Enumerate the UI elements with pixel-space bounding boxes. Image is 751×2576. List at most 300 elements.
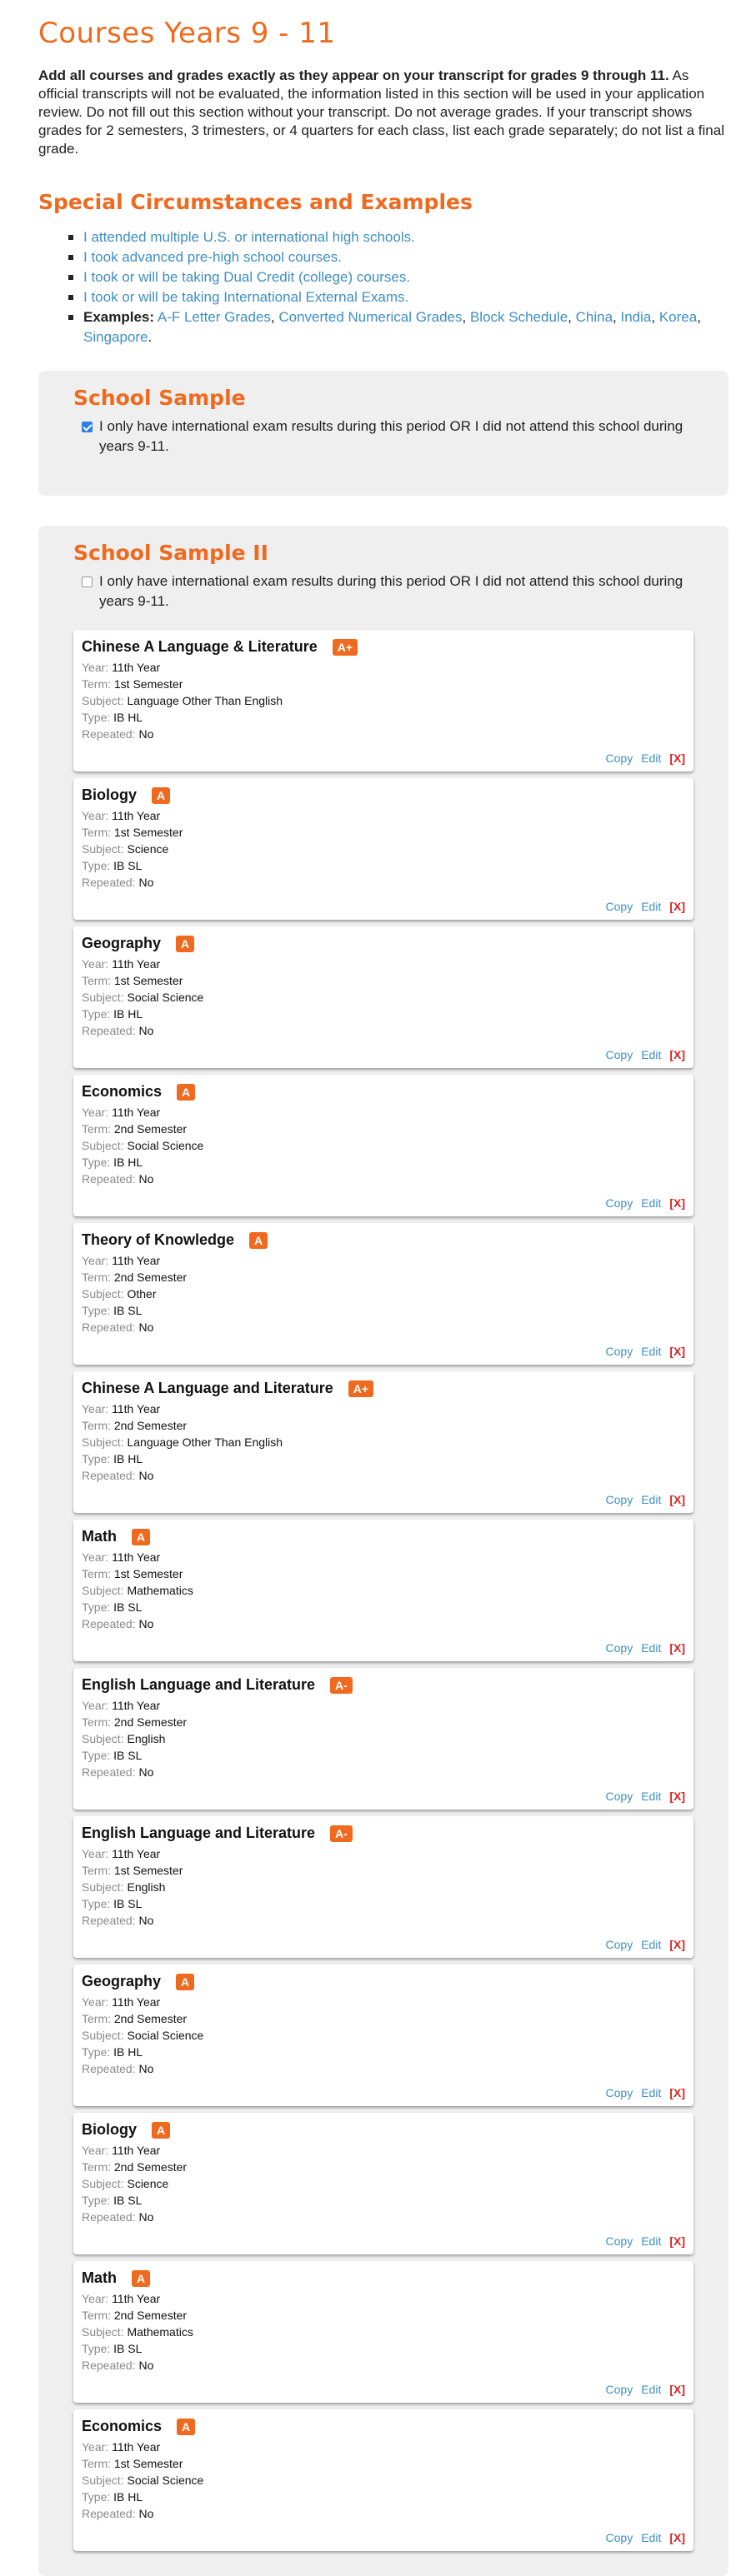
course-header	[82, 1825, 685, 1842]
term-label: Term:	[82, 1419, 111, 1432]
example-link[interactable]: Block Schedule	[469, 309, 568, 325]
subject-value: Social Science	[127, 1139, 204, 1152]
course-repeated	[82, 1171, 685, 1187]
type-value: IB SL	[113, 2194, 143, 2207]
course-subject	[82, 1286, 685, 1302]
course-repeated	[82, 2505, 685, 2522]
grade-badge: A	[132, 1529, 150, 1545]
repeated-value: No	[138, 1172, 154, 1186]
repeated-label: Repeated:	[82, 876, 136, 889]
special-list	[38, 227, 728, 347]
course-year	[82, 2439, 685, 2455]
course-term	[82, 1862, 685, 1879]
copy-button[interactable]: Copy	[605, 1196, 633, 1210]
course-type	[82, 2489, 685, 2505]
year-value: 11th Year	[112, 661, 161, 674]
subject-value: English	[127, 1880, 166, 1894]
subject-value: Social Science	[127, 991, 204, 1004]
edit-button[interactable]: Edit	[641, 1196, 662, 1210]
term-label: Term:	[82, 677, 111, 691]
course-subject	[82, 2324, 685, 2340]
year-value: 11th Year	[112, 2292, 161, 2305]
course-term	[82, 972, 685, 989]
repeated-value: No	[138, 1765, 154, 1779]
list-item	[83, 227, 728, 247]
subject-value: Language Other Than English	[127, 1435, 283, 1449]
course-name: Math	[82, 1528, 117, 1545]
course-year	[82, 2290, 685, 2307]
delete-button[interactable]: [X]	[669, 1196, 685, 1210]
year-value: 11th Year	[112, 1847, 161, 1860]
course-actions	[598, 1790, 685, 1803]
course-year	[82, 956, 685, 972]
edit-button[interactable]: Edit	[641, 1641, 662, 1655]
course-repeated	[82, 726, 685, 742]
course-header	[82, 1231, 685, 1249]
course-type	[82, 1895, 685, 1912]
subject-value: Language Other Than English	[127, 694, 283, 707]
course-subject	[82, 1730, 685, 1747]
term-label: Term:	[82, 974, 111, 987]
edit-button[interactable]: Edit	[641, 900, 662, 913]
course-type	[82, 1599, 685, 1615]
course-name: Chinese A Language & Literature	[82, 638, 318, 655]
year-value: 11th Year	[112, 1995, 161, 2009]
course-subject	[82, 841, 685, 857]
repeated-label: Repeated:	[82, 2062, 136, 2075]
course-card	[73, 926, 693, 1068]
course-term	[82, 2010, 685, 2027]
type-label: Type:	[82, 2490, 111, 2504]
term-value: 1st Semester	[113, 1567, 183, 1580]
copy-button[interactable]: Copy	[605, 2234, 633, 2248]
course-name: Biology	[82, 2121, 137, 2138]
subject-value: Mathematics	[127, 1584, 193, 1597]
course-actions	[598, 2234, 685, 2248]
type-value: IB HL	[113, 2045, 143, 2059]
copy-button[interactable]: Copy	[605, 2383, 633, 2396]
term-value: 1st Semester	[113, 826, 183, 839]
type-value: IB SL	[113, 1600, 143, 1614]
delete-button[interactable]: [X]	[669, 2086, 685, 2099]
year-label: Year:	[82, 1699, 109, 1712]
no-courses-label: I only have international exam results during this period OR I did not attend this school during years 9-11.	[99, 418, 683, 454]
copy-button[interactable]: Copy	[605, 1345, 633, 1358]
copy-button[interactable]: Copy	[605, 1790, 633, 1803]
subject-label: Subject:	[82, 842, 124, 856]
special-link[interactable]: I took or will be taking International External Exams.	[83, 289, 409, 305]
special-title: Special Circumstances and Examples	[38, 190, 473, 214]
course-header	[82, 1528, 685, 1545]
subject-label: Subject:	[82, 1435, 124, 1449]
example-link[interactable]: Singapore	[83, 329, 148, 345]
year-label: Year:	[82, 1847, 109, 1860]
list-item	[83, 287, 728, 307]
subject-label: Subject:	[82, 1732, 124, 1745]
term-value: 2nd Semester	[113, 2012, 188, 2025]
year-value: 11th Year	[112, 1402, 161, 1415]
repeated-value: No	[138, 1914, 154, 1927]
subject-value: Science	[127, 842, 169, 856]
delete-button[interactable]: [X]	[669, 2531, 685, 2544]
course-subject	[82, 2175, 685, 2192]
course-card	[73, 2113, 693, 2254]
course-subject	[82, 1582, 685, 1599]
type-label: Type:	[82, 1452, 111, 1465]
course-name: Geography	[82, 935, 162, 951]
course-year	[82, 1104, 685, 1121]
repeated-label: Repeated:	[82, 2359, 136, 2372]
example-link[interactable]: India	[620, 309, 652, 325]
subject-label: Subject:	[82, 1880, 124, 1894]
subject-label: Subject:	[82, 1287, 124, 1300]
repeated-label: Repeated:	[82, 1172, 136, 1186]
term-label: Term:	[82, 826, 111, 839]
grade-badge: A	[177, 2419, 195, 2435]
term-value: 2nd Semester	[113, 1715, 188, 1729]
type-value: IB SL	[113, 1749, 143, 1762]
subject-label: Subject:	[82, 2474, 124, 2487]
course-name: Theory of Knowledge	[82, 1231, 235, 1248]
course-actions	[598, 2531, 685, 2544]
edit-button[interactable]: Edit	[641, 1938, 662, 1951]
term-label: Term:	[82, 2160, 111, 2174]
repeated-value: No	[138, 2210, 154, 2224]
term-value: 2nd Semester	[113, 1271, 188, 1284]
year-value: 11th Year	[112, 1699, 161, 1712]
no-courses-option[interactable]	[82, 417, 693, 457]
term-value: 2nd Semester	[113, 1419, 188, 1432]
type-label: Type:	[82, 1897, 111, 1910]
course-actions	[598, 751, 685, 765]
term-label: Term:	[82, 1715, 111, 1729]
type-value: IB HL	[113, 1452, 143, 1465]
subject-value: Social Science	[127, 2474, 204, 2487]
course-card	[73, 1371, 693, 1513]
copy-button[interactable]: Copy	[605, 1493, 633, 1506]
repeated-value: No	[138, 1024, 154, 1037]
delete-button[interactable]: [X]	[669, 2383, 685, 2396]
special-link[interactable]: I attended multiple U.S. or international high schools.	[83, 229, 415, 245]
course-type	[82, 1302, 685, 1319]
course-name: Math	[82, 2269, 117, 2286]
course-type	[82, 1747, 685, 1764]
example-link[interactable]: Korea	[658, 309, 698, 325]
type-value: IB HL	[113, 2490, 143, 2504]
edit-button[interactable]: Edit	[641, 1048, 662, 1061]
course-name: Economics	[82, 1083, 163, 1100]
course-name: English Language and Literature	[82, 1825, 316, 1841]
course-type	[82, 1006, 685, 1022]
year-label: Year:	[82, 1106, 109, 1119]
course-header	[82, 638, 685, 656]
type-value: IB SL	[113, 2342, 143, 2355]
example-link[interactable]: Converted Numerical Grades	[278, 309, 463, 325]
course-subject	[82, 692, 685, 709]
course-type	[82, 857, 685, 874]
course-card	[73, 630, 693, 771]
course-term	[82, 1121, 685, 1137]
course-subject	[82, 989, 685, 1006]
course-repeated	[82, 1319, 685, 1335]
course-card	[73, 1816, 693, 1958]
type-value: IB SL	[113, 1897, 143, 1910]
course-card	[73, 778, 693, 920]
course-header	[82, 2121, 685, 2139]
course-year	[82, 1845, 685, 1862]
intro-rest: As official transcripts will not be evaluated, the information listed in this section will be used in your application review. Do not fill out this section without your transcript. Do not average grades. If your transcript shows grades for 2 semesters, 3 trimesters, or 4 quarters for each class, list each grade separately; do not list a final grade.	[38, 67, 724, 157]
delete-button[interactable]: [X]	[669, 1790, 685, 1803]
course-card	[73, 2409, 693, 2551]
subject-value: Other	[127, 1287, 157, 1300]
page-title: Courses Years 9 - 11	[38, 17, 336, 50]
examples-label: Examples:	[83, 309, 155, 325]
course-term	[82, 2159, 685, 2175]
course-card	[73, 1668, 693, 1810]
edit-button[interactable]: Edit	[641, 2234, 662, 2248]
edit-button[interactable]: Edit	[641, 1345, 662, 1358]
course-subject	[82, 1879, 685, 1895]
type-value: IB SL	[113, 859, 143, 872]
term-label: Term:	[82, 1567, 111, 1580]
course-header	[82, 2418, 685, 2435]
course-list	[73, 630, 693, 2551]
school-box	[38, 526, 728, 2576]
delete-button[interactable]: [X]	[669, 751, 685, 765]
repeated-label: Repeated:	[82, 1024, 136, 1037]
course-repeated	[82, 874, 685, 891]
term-label: Term:	[82, 1864, 111, 1877]
type-label: Type:	[82, 1156, 111, 1169]
subject-label: Subject:	[82, 694, 124, 707]
course-type	[82, 2192, 685, 2209]
special-link[interactable]: I took advanced pre-high school courses.	[83, 249, 342, 265]
grade-badge: A	[132, 2270, 150, 2287]
delete-button[interactable]: [X]	[669, 1493, 685, 1506]
grade-badge: A	[249, 1232, 268, 1249]
term-value: 2nd Semester	[113, 2309, 188, 2322]
course-term	[82, 1714, 685, 1730]
course-term	[82, 824, 685, 841]
grade-badge: A	[177, 1084, 195, 1101]
edit-button[interactable]: Edit	[641, 2531, 662, 2544]
copy-button[interactable]: Copy	[605, 751, 633, 765]
example-link[interactable]: A-F Letter Grades	[157, 309, 271, 325]
type-label: Type:	[82, 2342, 111, 2355]
grade-badge: A	[176, 1974, 194, 1990]
repeated-label: Repeated:	[82, 727, 136, 741]
term-value: 1st Semester	[113, 2457, 183, 2470]
no-courses-checkbox[interactable]	[82, 422, 93, 432]
subject-label: Subject:	[82, 1139, 124, 1152]
year-label: Year:	[82, 1254, 109, 1267]
repeated-label: Repeated:	[82, 1914, 136, 1927]
subject-label: Subject:	[82, 2029, 124, 2042]
course-actions	[598, 1196, 685, 1210]
term-label: Term:	[82, 2457, 111, 2470]
subject-label: Subject:	[82, 1584, 124, 1597]
course-type	[82, 2340, 685, 2357]
repeated-value: No	[138, 2359, 154, 2372]
edit-button[interactable]: Edit	[641, 751, 662, 765]
edit-button[interactable]: Edit	[641, 2383, 662, 2396]
course-repeated	[82, 1467, 685, 1484]
repeated-value: No	[138, 1469, 154, 1482]
course-card	[73, 1964, 693, 2106]
course-subject	[82, 1137, 685, 1154]
grade-badge: A-	[330, 1677, 353, 1694]
year-value: 11th Year	[112, 1254, 161, 1267]
course-name: Geography	[82, 1973, 162, 1989]
course-name: Chinese A Language and Literature	[82, 1380, 333, 1396]
year-value: 11th Year	[112, 2440, 161, 2454]
course-year	[82, 2142, 685, 2159]
type-label: Type:	[82, 711, 111, 724]
school-box	[38, 371, 728, 496]
no-courses-checkbox[interactable]	[82, 577, 93, 587]
intro-text	[38, 67, 728, 158]
course-year	[82, 1697, 685, 1714]
course-repeated	[82, 1912, 685, 1929]
repeated-value: No	[138, 2507, 154, 2520]
course-repeated	[82, 2060, 685, 2077]
edit-button[interactable]: Edit	[641, 1493, 662, 1506]
school-title: School Sample II	[73, 541, 268, 565]
course-year	[82, 1549, 685, 1565]
copy-button[interactable]: Copy	[605, 900, 633, 913]
type-value: IB HL	[113, 1156, 143, 1169]
type-label: Type:	[82, 2045, 111, 2059]
list-item	[83, 267, 728, 287]
term-value: 2nd Semester	[113, 2160, 188, 2174]
year-label: Year:	[82, 809, 109, 822]
edit-button[interactable]: Edit	[641, 1790, 662, 1803]
course-actions	[598, 1641, 685, 1655]
term-value: 1st Semester	[113, 974, 183, 987]
term-label: Term:	[82, 2012, 111, 2025]
grade-badge: A-	[330, 1825, 353, 1842]
edit-button[interactable]: Edit	[641, 2086, 662, 2099]
course-repeated	[82, 1764, 685, 1780]
course-card	[73, 1075, 693, 1216]
delete-button[interactable]: [X]	[669, 1938, 685, 1951]
special-link[interactable]: I took or will be taking Dual Credit (college) courses.	[83, 269, 411, 285]
course-actions	[598, 2086, 685, 2099]
course-actions	[598, 1048, 685, 1061]
course-header	[82, 786, 685, 804]
subject-value: Mathematics	[127, 2325, 193, 2339]
copy-button[interactable]: Copy	[605, 1641, 633, 1655]
subject-value: Science	[127, 2177, 169, 2190]
course-actions	[598, 1345, 685, 1358]
no-courses-option[interactable]	[82, 572, 693, 612]
course-name: English Language and Literature	[82, 1676, 316, 1693]
course-subject	[82, 1434, 685, 1450]
grade-badge: A	[152, 2122, 170, 2139]
delete-button[interactable]: [X]	[669, 900, 685, 913]
course-year	[82, 1400, 685, 1417]
subject-label: Subject:	[82, 2325, 124, 2339]
grade-badge: A+	[348, 1380, 373, 1397]
type-label: Type:	[82, 1304, 111, 1317]
course-term	[82, 1417, 685, 1434]
grade-badge: A+	[333, 639, 358, 656]
copy-button[interactable]: Copy	[605, 1048, 633, 1061]
course-header	[82, 1083, 685, 1101]
delete-button[interactable]: [X]	[669, 1048, 685, 1061]
repeated-value: No	[138, 876, 154, 889]
repeated-value: No	[138, 727, 154, 741]
copy-button[interactable]: Copy	[605, 2531, 633, 2544]
year-label: Year:	[82, 2292, 109, 2305]
delete-button[interactable]: [X]	[669, 1641, 685, 1655]
course-repeated	[82, 1022, 685, 1039]
subject-value: Social Science	[127, 2029, 204, 2042]
delete-button[interactable]: [X]	[669, 1345, 685, 1358]
example-link[interactable]: China	[575, 309, 613, 325]
type-label: Type:	[82, 2194, 111, 2207]
course-header	[82, 1676, 685, 1694]
term-value: 1st Semester	[113, 1864, 183, 1877]
list-item	[83, 247, 728, 267]
course-year	[82, 1994, 685, 2010]
type-label: Type:	[82, 1007, 111, 1021]
no-courses-label: I only have international exam results during this period OR I did not attend this school during years 9-11.	[99, 573, 683, 609]
copy-button[interactable]: Copy	[605, 2086, 633, 2099]
repeated-label: Repeated:	[82, 1320, 136, 1334]
subject-label: Subject:	[82, 991, 124, 1004]
year-value: 11th Year	[112, 1550, 161, 1564]
course-header	[82, 2269, 685, 2287]
term-value: 1st Semester	[113, 677, 183, 691]
subject-value: English	[127, 1732, 166, 1745]
delete-button[interactable]: [X]	[669, 2234, 685, 2248]
course-year	[82, 1252, 685, 1269]
course-name: Biology	[82, 786, 137, 803]
grade-badge: A	[152, 787, 170, 804]
year-label: Year:	[82, 2144, 109, 2157]
school-title: School Sample	[73, 386, 246, 410]
repeated-value: No	[138, 2062, 154, 2075]
course-term	[82, 2307, 685, 2324]
year-value: 11th Year	[112, 1106, 161, 1119]
course-type	[82, 1154, 685, 1171]
list-item: Examples: A-F Letter Grades, Converted Numerical Grades, Block Schedule, China, India, Korea, Singapore.	[83, 307, 728, 347]
repeated-label: Repeated:	[82, 2507, 136, 2520]
course-header	[82, 1380, 685, 1397]
course-term	[82, 1565, 685, 1582]
year-label: Year:	[82, 957, 109, 971]
year-label: Year:	[82, 661, 109, 674]
course-actions	[598, 1938, 685, 1951]
repeated-value: No	[138, 1617, 154, 1630]
year-value: 11th Year	[112, 809, 161, 822]
course-actions	[598, 2383, 685, 2396]
course-year	[82, 807, 685, 824]
course-card	[73, 1223, 693, 1365]
course-card	[73, 1520, 693, 1661]
schools-container	[38, 371, 728, 2576]
term-label: Term:	[82, 2309, 111, 2322]
repeated-label: Repeated:	[82, 1617, 136, 1630]
type-value: IB HL	[113, 711, 143, 724]
repeated-label: Repeated:	[82, 1765, 136, 1779]
repeated-label: Repeated:	[82, 1469, 136, 1482]
year-label: Year:	[82, 1995, 109, 2009]
type-value: IB HL	[113, 1007, 143, 1021]
copy-button[interactable]: Copy	[605, 1938, 633, 1951]
type-label: Type:	[82, 1749, 111, 1762]
